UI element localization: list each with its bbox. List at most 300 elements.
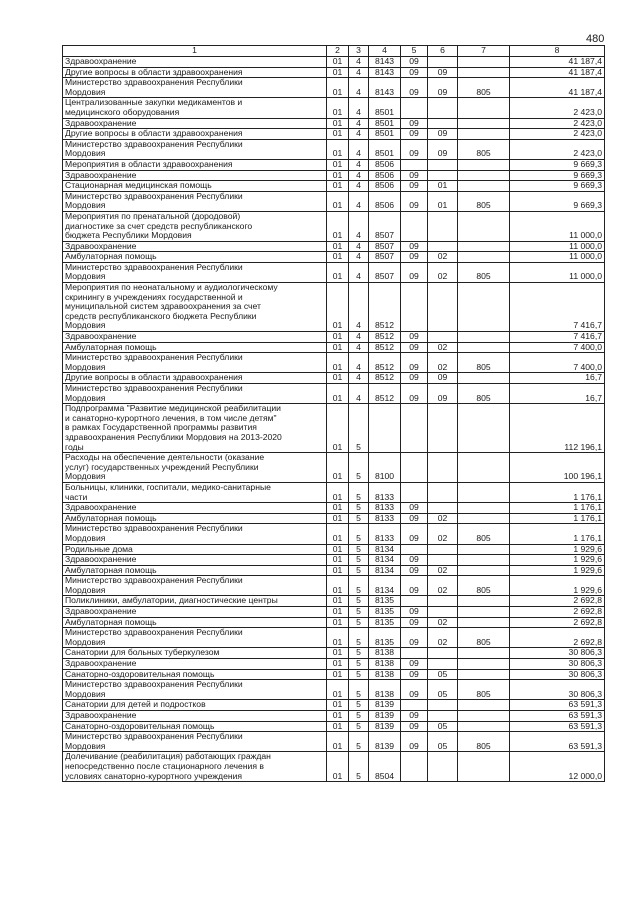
code-3: 4 [349,57,369,68]
amount: 1 929,6 [510,544,605,555]
code-2: 01 [327,241,349,252]
code-5: 09 [401,129,428,140]
code-6: 09 [428,78,458,98]
code-3: 4 [349,98,369,118]
code-7: 805 [458,576,510,596]
code-4: 8507 [369,241,401,252]
amount: 1 929,6 [510,576,605,596]
table-row [63,607,605,618]
code-6 [428,170,458,181]
row-name: Мероприятия по пренатальной (дородовой) диагностике за счет средств республиканского бюджета Республики Мордовия [63,211,327,241]
table-row [63,596,605,607]
col-header: 7 [458,46,510,57]
code-3: 5 [349,596,369,607]
code-3: 4 [349,283,369,332]
amount: 16,7 [510,373,605,384]
code-5 [401,283,428,332]
code-6 [428,700,458,711]
row-name: Здравоохранение [63,332,327,343]
code-6: 05 [428,680,458,700]
code-3: 4 [349,139,369,159]
row-name: Здравоохранение [63,118,327,129]
amount: 41 187,4 [510,78,605,98]
amount: 9 669,3 [510,159,605,170]
amount: 63 591,3 [510,700,605,711]
code-3: 4 [349,78,369,98]
code-3: 5 [349,524,369,544]
table-row [63,565,605,576]
code-4: 8507 [369,211,401,241]
code-2: 01 [327,139,349,159]
code-4: 8134 [369,544,401,555]
table-row [63,262,605,282]
amount: 112 196,1 [510,404,605,453]
code-6 [428,283,458,332]
code-4: 8501 [369,98,401,118]
code-5 [401,596,428,607]
code-5: 09 [401,332,428,343]
row-name: Министерство здравоохранения Республики Мордовия [63,680,327,700]
code-5: 09 [401,181,428,192]
code-7 [458,98,510,118]
row-name: Министерство здравоохранения Республики Мордовия [63,576,327,596]
code-3: 4 [349,170,369,181]
amount: 7 400,0 [510,342,605,353]
code-4: 8139 [369,732,401,752]
code-7 [458,711,510,722]
col-header: 3 [349,46,369,57]
code-3: 4 [349,211,369,241]
code-2: 01 [327,628,349,648]
code-3: 5 [349,565,369,576]
code-7: 805 [458,680,510,700]
row-name: Министерство здравоохранения Республики Мордовия [63,262,327,282]
code-2: 01 [327,669,349,680]
table-row [63,98,605,118]
amount: 2 423,0 [510,118,605,129]
row-name: Министерство здравоохранения Республики Мордовия [63,353,327,373]
code-7: 805 [458,139,510,159]
row-name: Санаторно-оздоровительная помощь [63,669,327,680]
code-7 [458,118,510,129]
row-name: Министерство здравоохранения Республики Мордовия [63,384,327,404]
row-name: Амбулаторная помощь [63,252,327,263]
code-7: 805 [458,78,510,98]
row-name: Амбулаторная помощь [63,565,327,576]
code-4: 8512 [369,353,401,373]
table-row [63,680,605,700]
code-7 [458,607,510,618]
table-row [63,353,605,373]
code-2: 01 [327,544,349,555]
code-7 [458,482,510,502]
row-name: Подпрограмма "Развитие медицинской реабилитации и санаторно-курортного лечения, в том числе детям" в рамках Государственной программы развития здравоохранения Республики Мордовия на 2013-2020 годы [63,404,327,453]
row-name: Здравоохранение [63,57,327,68]
code-4: 8134 [369,555,401,566]
code-7 [458,283,510,332]
code-4: 8138 [369,680,401,700]
code-5: 09 [401,669,428,680]
code-6 [428,453,458,483]
code-5: 09 [401,607,428,618]
amount: 2 692,8 [510,596,605,607]
code-5: 09 [401,78,428,98]
code-2: 01 [327,57,349,68]
code-2: 01 [327,129,349,140]
code-3: 4 [349,67,369,78]
code-6: 09 [428,384,458,404]
code-5: 09 [401,342,428,353]
code-6: 02 [428,524,458,544]
code-7 [458,617,510,628]
table-row [63,373,605,384]
code-4: 8135 [369,617,401,628]
code-4 [369,404,401,453]
col-header: 2 [327,46,349,57]
code-5 [401,453,428,483]
code-7 [458,659,510,670]
code-4: 8507 [369,252,401,263]
code-5: 09 [401,732,428,752]
code-5: 09 [401,57,428,68]
code-4: 8501 [369,129,401,140]
code-2: 01 [327,524,349,544]
code-5: 09 [401,617,428,628]
code-7 [458,342,510,353]
row-name: Министерство здравоохранения Республики Мордовия [63,732,327,752]
code-6: 09 [428,373,458,384]
code-3: 4 [349,252,369,263]
table-row [63,342,605,353]
row-name: Централизованные закупки медикаментов и медицинского оборудования [63,98,327,118]
code-2: 01 [327,118,349,129]
code-2: 01 [327,648,349,659]
row-name: Санатории для больных туберкулезом [63,648,327,659]
table-row [63,482,605,502]
code-5: 09 [401,576,428,596]
table-row [63,752,605,782]
code-3: 5 [349,700,369,711]
amount: 11 000,0 [510,211,605,241]
code-6 [428,57,458,68]
code-3: 4 [349,181,369,192]
code-5: 09 [401,262,428,282]
code-4: 8506 [369,159,401,170]
code-3: 5 [349,721,369,732]
row-name: Санаторно-оздоровительная помощь [63,721,327,732]
amount: 2 423,0 [510,139,605,159]
code-5 [401,211,428,241]
code-4: 8138 [369,659,401,670]
code-5: 09 [401,555,428,566]
table-row [63,170,605,181]
code-2: 01 [327,565,349,576]
table-row [63,628,605,648]
code-7 [458,513,510,524]
table-row [63,159,605,170]
code-2: 01 [327,342,349,353]
code-7 [458,669,510,680]
code-3: 5 [349,669,369,680]
code-6: 02 [428,342,458,353]
amount: 9 669,3 [510,181,605,192]
amount: 11 000,0 [510,252,605,263]
amount: 63 591,3 [510,711,605,722]
code-6 [428,711,458,722]
row-name: Расходы на обеспечение деятельности (оказание услуг) государственных учреждений Республики Мордовия [63,453,327,483]
code-7 [458,57,510,68]
row-name: Здравоохранение [63,170,327,181]
code-2: 01 [327,211,349,241]
code-7 [458,170,510,181]
code-2: 01 [327,191,349,211]
code-4: 8139 [369,721,401,732]
code-2: 01 [327,404,349,453]
code-3: 5 [349,513,369,524]
code-4: 8133 [369,503,401,514]
code-7 [458,555,510,566]
code-3: 4 [349,262,369,282]
table-row [63,721,605,732]
code-6: 05 [428,732,458,752]
code-7 [458,252,510,263]
table-row [63,555,605,566]
row-name: Амбулаторная помощь [63,617,327,628]
code-5 [401,482,428,502]
table-body [63,57,605,782]
code-4: 8134 [369,576,401,596]
code-2: 01 [327,711,349,722]
table-row [63,129,605,140]
code-2: 01 [327,607,349,618]
code-4: 8506 [369,181,401,192]
code-6: 01 [428,191,458,211]
code-6: 02 [428,565,458,576]
code-5 [401,648,428,659]
code-4: 8133 [369,513,401,524]
code-5: 09 [401,513,428,524]
code-2: 01 [327,555,349,566]
code-5 [401,544,428,555]
code-3: 4 [349,118,369,129]
code-6 [428,98,458,118]
code-6: 09 [428,139,458,159]
table-row [63,648,605,659]
code-5: 09 [401,711,428,722]
code-7: 805 [458,353,510,373]
code-2: 01 [327,384,349,404]
code-3: 5 [349,404,369,453]
code-7 [458,700,510,711]
code-6 [428,607,458,618]
code-2: 01 [327,98,349,118]
code-5: 09 [401,353,428,373]
code-5: 09 [401,252,428,263]
code-5 [401,404,428,453]
code-6: 02 [428,513,458,524]
code-3: 5 [349,607,369,618]
code-7 [458,241,510,252]
code-6 [428,241,458,252]
code-4: 8512 [369,373,401,384]
code-7 [458,544,510,555]
code-6 [428,659,458,670]
code-5: 09 [401,139,428,159]
code-4: 8135 [369,596,401,607]
amount: 41 187,4 [510,57,605,68]
table-row [63,139,605,159]
amount: 1 176,1 [510,503,605,514]
row-name: Стационарная медицинская помощь [63,181,327,192]
code-6: 02 [428,353,458,373]
code-4: 8506 [369,191,401,211]
table-row [63,241,605,252]
code-2: 01 [327,576,349,596]
table-row [63,404,605,453]
code-7 [458,129,510,140]
code-6: 02 [428,617,458,628]
table-row [63,669,605,680]
row-name: Санатории для детей и подростков [63,700,327,711]
code-5 [401,159,428,170]
code-3: 4 [349,373,369,384]
amount: 16,7 [510,384,605,404]
row-name: Мероприятия в области здравоохранения [63,159,327,170]
code-3: 4 [349,241,369,252]
amount: 7 400,0 [510,353,605,373]
code-2: 01 [327,78,349,98]
amount: 9 669,3 [510,170,605,181]
amount: 9 669,3 [510,191,605,211]
code-7 [458,453,510,483]
code-2: 01 [327,513,349,524]
amount: 2 692,8 [510,628,605,648]
code-5: 09 [401,565,428,576]
code-5: 09 [401,524,428,544]
amount: 30 806,3 [510,659,605,670]
table-row [63,524,605,544]
table-row [63,67,605,78]
table-row [63,544,605,555]
amount: 30 806,3 [510,648,605,659]
code-4: 8139 [369,711,401,722]
row-name: Другие вопросы в области здравоохранения [63,67,327,78]
row-name: Здравоохранение [63,711,327,722]
amount: 1 176,1 [510,482,605,502]
code-4: 8100 [369,453,401,483]
code-6: 02 [428,576,458,596]
amount: 30 806,3 [510,669,605,680]
code-5 [401,98,428,118]
row-name: Здравоохранение [63,555,327,566]
code-7 [458,503,510,514]
code-2: 01 [327,752,349,782]
code-3: 4 [349,342,369,353]
code-7 [458,373,510,384]
code-4: 8512 [369,283,401,332]
code-2: 01 [327,617,349,628]
code-2: 01 [327,503,349,514]
row-name: Министерство здравоохранения Республики Мордовия [63,191,327,211]
table-row [63,513,605,524]
table-row [63,118,605,129]
code-2: 01 [327,596,349,607]
code-7 [458,721,510,732]
code-5: 09 [401,721,428,732]
amount: 11 000,0 [510,262,605,282]
code-5: 09 [401,503,428,514]
code-7 [458,211,510,241]
code-5 [401,752,428,782]
code-7: 805 [458,262,510,282]
code-2: 01 [327,353,349,373]
code-7 [458,404,510,453]
code-4: 8134 [369,565,401,576]
code-7 [458,565,510,576]
row-name: Здравоохранение [63,241,327,252]
code-6: 09 [428,67,458,78]
row-name: Амбулаторная помощь [63,342,327,353]
table-row [63,211,605,241]
row-name: Другие вопросы в области здравоохранения [63,373,327,384]
table-row [63,576,605,596]
code-6 [428,482,458,502]
code-2: 01 [327,262,349,282]
row-name: Здравоохранение [63,659,327,670]
code-5: 09 [401,659,428,670]
table-row [63,503,605,514]
table-row [63,384,605,404]
table-row [63,332,605,343]
row-name: Министерство здравоохранения Республики Мордовия [63,78,327,98]
code-3: 5 [349,648,369,659]
code-3: 5 [349,576,369,596]
code-6 [428,503,458,514]
code-4: 8507 [369,262,401,282]
code-7 [458,752,510,782]
col-header: 4 [369,46,401,57]
amount: 1 176,1 [510,513,605,524]
code-2: 01 [327,159,349,170]
code-4: 8138 [369,648,401,659]
amount: 100 196,1 [510,453,605,483]
code-3: 5 [349,680,369,700]
code-5: 09 [401,118,428,129]
code-6 [428,118,458,129]
code-2: 01 [327,453,349,483]
code-3: 4 [349,129,369,140]
table-row [63,732,605,752]
row-name: Министерство здравоохранения Республики Мордовия [63,139,327,159]
code-5: 09 [401,191,428,211]
amount: 2 423,0 [510,98,605,118]
code-2: 01 [327,482,349,502]
amount: 12 000,0 [510,752,605,782]
table-row [63,191,605,211]
code-3: 5 [349,659,369,670]
code-6: 02 [428,252,458,263]
code-7 [458,332,510,343]
code-7: 805 [458,732,510,752]
code-3: 5 [349,628,369,648]
code-6 [428,211,458,241]
row-name: Родильные дома [63,544,327,555]
col-header: 8 [510,46,605,57]
code-2: 01 [327,373,349,384]
code-4: 8143 [369,78,401,98]
code-3: 4 [349,191,369,211]
table-row [63,57,605,68]
